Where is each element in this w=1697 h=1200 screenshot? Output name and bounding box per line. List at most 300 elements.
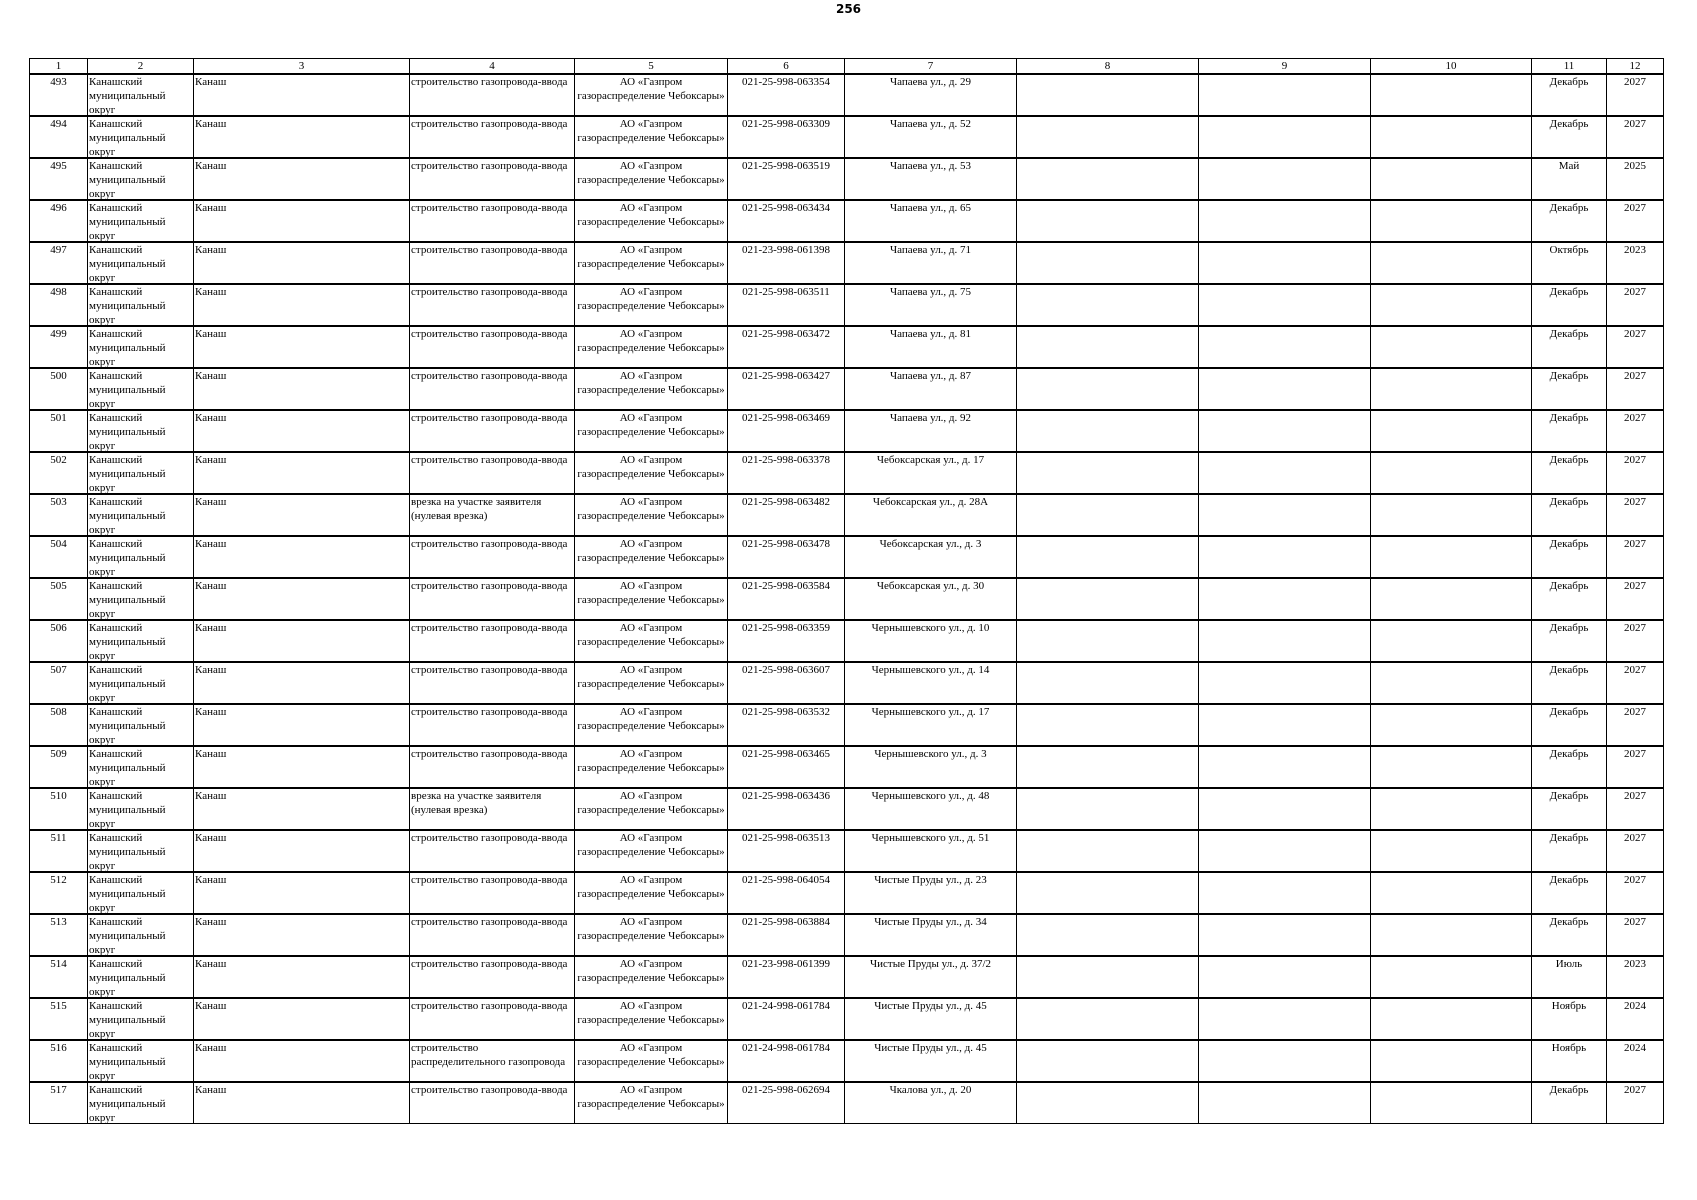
year-cell-text: 2027 xyxy=(1624,118,1646,130)
district-cell-text: Канашский муниципальный округ xyxy=(89,706,166,745)
month-cell xyxy=(1532,368,1607,410)
organization-cell xyxy=(575,284,728,326)
column-10-cell-text xyxy=(1372,747,1530,787)
locality-cell-text: Канаш xyxy=(195,790,227,802)
district-cell-text: Канашский муниципальный округ xyxy=(89,412,166,451)
month-cell-text: Декабрь xyxy=(1549,916,1589,928)
organization-cell-text: АО «Газпром газораспределение Чебоксары» xyxy=(577,874,725,900)
locality-cell xyxy=(194,578,410,620)
column-9-cell xyxy=(1199,956,1371,998)
locality-cell-text: Канаш xyxy=(195,1000,227,1012)
column-10-cell xyxy=(1371,620,1532,662)
application-code-cell-text: 021-25-998-063511 xyxy=(742,286,830,298)
column-9-cell-text xyxy=(1200,747,1369,787)
column-9-cell xyxy=(1199,872,1371,914)
year-cell xyxy=(1607,830,1664,872)
column-10-cell xyxy=(1371,914,1532,956)
column-9-cell xyxy=(1199,326,1371,368)
month-cell-text: Декабрь xyxy=(1549,496,1589,508)
column-8-cell xyxy=(1017,494,1199,536)
column-10-cell-text xyxy=(1372,327,1530,367)
work-type-cell-text: строительство газопровода-ввода xyxy=(411,916,568,928)
address-cell-text: Чебоксарская ул., д. 3 xyxy=(879,538,982,550)
column-10-cell xyxy=(1371,788,1532,830)
application-code-cell xyxy=(728,956,845,998)
locality-cell-text: Канаш xyxy=(195,958,227,970)
row-number-cell-text: 508 xyxy=(50,706,67,718)
application-code-cell xyxy=(728,326,845,368)
organization-cell-text: АО «Газпром газораспределение Чебоксары» xyxy=(577,1084,725,1110)
column-9-cell-text xyxy=(1200,117,1369,157)
address-cell xyxy=(845,410,1017,452)
district-cell-text: Канашский муниципальный округ xyxy=(89,1000,166,1039)
work-type-cell xyxy=(410,368,575,410)
column-9-cell-text xyxy=(1200,369,1369,409)
column-8-cell xyxy=(1017,158,1199,200)
work-type-cell-text: строительство газопровода-ввода xyxy=(411,1000,568,1012)
month-cell-text: Декабрь xyxy=(1549,454,1589,466)
column-9-cell xyxy=(1199,830,1371,872)
column-9-cell xyxy=(1199,158,1371,200)
work-type-cell xyxy=(410,200,575,242)
organization-cell-text: АО «Газпром газораспределение Чебоксары» xyxy=(577,454,725,480)
row-number-cell xyxy=(30,410,88,452)
table-row xyxy=(30,158,1664,200)
column-number-4: 4 xyxy=(410,59,575,75)
locality-cell xyxy=(194,494,410,536)
work-type-cell-text: врезка на участке заявителя (нулевая врезка) xyxy=(411,790,542,816)
year-cell xyxy=(1607,452,1664,494)
column-number-8: 8 xyxy=(1017,59,1199,75)
locality-cell xyxy=(194,1082,410,1124)
work-type-cell xyxy=(410,536,575,578)
address-cell-text: Чистые Пруды ул., д. 23 xyxy=(874,874,987,886)
month-cell xyxy=(1532,872,1607,914)
row-number-cell-text: 512 xyxy=(50,874,67,886)
application-code-cell-text: 021-25-998-063359 xyxy=(742,622,830,634)
row-number-cell-text: 501 xyxy=(50,412,67,424)
table-row xyxy=(30,704,1664,746)
column-8-cell-text xyxy=(1018,831,1197,871)
row-number-cell xyxy=(30,746,88,788)
work-type-cell-text: строительство газопровода-ввода xyxy=(411,1084,568,1096)
district-cell xyxy=(88,788,194,830)
column-9-cell-text xyxy=(1200,537,1369,577)
month-cell xyxy=(1532,284,1607,326)
locality-cell-text: Канаш xyxy=(195,496,227,508)
table-row xyxy=(30,1040,1664,1082)
column-8-cell-text xyxy=(1018,873,1197,913)
locality-cell-text: Канаш xyxy=(195,916,227,928)
table-row xyxy=(30,662,1664,704)
organization-cell xyxy=(575,956,728,998)
month-cell-text: Декабрь xyxy=(1549,1084,1589,1096)
row-number-cell-text: 504 xyxy=(50,538,67,550)
year-cell xyxy=(1607,914,1664,956)
address-cell xyxy=(845,200,1017,242)
month-cell xyxy=(1532,452,1607,494)
locality-cell-text: Канаш xyxy=(195,454,227,466)
column-number-10: 10 xyxy=(1371,59,1532,75)
locality-cell-text: Канаш xyxy=(195,748,227,760)
address-cell-text: Чернышевского ул., д. 3 xyxy=(874,748,987,760)
column-10-cell-text xyxy=(1372,789,1530,829)
organization-cell-text: АО «Газпром газораспределение Чебоксары» xyxy=(577,790,725,816)
row-number-cell-text: 515 xyxy=(50,1000,67,1012)
row-number-cell-text: 517 xyxy=(50,1084,67,1096)
application-code-cell xyxy=(728,242,845,284)
column-9-cell-text xyxy=(1200,1041,1369,1081)
application-code-cell xyxy=(728,914,845,956)
column-number-9: 9 xyxy=(1199,59,1371,75)
application-code-cell-text: 021-25-998-063607 xyxy=(742,664,830,676)
locality-cell xyxy=(194,704,410,746)
column-9-cell xyxy=(1199,1082,1371,1124)
work-type-cell-text: строительство газопровода-ввода xyxy=(411,160,568,172)
work-type-cell xyxy=(410,452,575,494)
district-cell-text: Канашский муниципальный округ xyxy=(89,160,166,199)
application-code-cell-text: 021-25-998-063434 xyxy=(742,202,830,214)
column-8-cell xyxy=(1017,578,1199,620)
column-number-2: 2 xyxy=(88,59,194,75)
row-number-cell xyxy=(30,830,88,872)
month-cell-text: Декабрь xyxy=(1549,580,1589,592)
work-type-cell-text: строительство распределительного газопровода xyxy=(411,1042,566,1068)
application-code-cell-text: 021-25-998-062694 xyxy=(742,1084,830,1096)
organization-cell-text: АО «Газпром газораспределение Чебоксары» xyxy=(577,244,725,270)
column-9-cell xyxy=(1199,578,1371,620)
locality-cell xyxy=(194,536,410,578)
column-8-cell xyxy=(1017,1040,1199,1082)
row-number-cell xyxy=(30,536,88,578)
table-row xyxy=(30,998,1664,1040)
column-9-cell xyxy=(1199,704,1371,746)
column-number-1: 1 xyxy=(30,59,88,75)
column-10-cell xyxy=(1371,452,1532,494)
organization-cell xyxy=(575,1082,728,1124)
address-cell xyxy=(845,872,1017,914)
application-code-cell-text: 021-25-998-063884 xyxy=(742,916,830,928)
application-code-cell xyxy=(728,200,845,242)
table-row xyxy=(30,872,1664,914)
row-number-cell-text: 509 xyxy=(50,748,67,760)
district-cell xyxy=(88,1082,194,1124)
month-cell xyxy=(1532,536,1607,578)
work-type-cell-text: строительство газопровода-ввода xyxy=(411,454,568,466)
application-code-cell xyxy=(728,368,845,410)
district-cell-text: Канашский муниципальный округ xyxy=(89,244,166,283)
year-cell-text: 2027 xyxy=(1624,706,1646,718)
year-cell-text: 2023 xyxy=(1624,244,1646,256)
district-cell-text: Канашский муниципальный округ xyxy=(89,1042,166,1081)
column-10-cell-text xyxy=(1372,453,1530,493)
locality-cell xyxy=(194,788,410,830)
application-code-cell-text: 021-24-998-061784 xyxy=(742,1042,830,1054)
gas-connection-table xyxy=(29,58,1664,1124)
table-row xyxy=(30,578,1664,620)
month-cell xyxy=(1532,830,1607,872)
column-10-cell-text xyxy=(1372,369,1530,409)
table-row xyxy=(30,326,1664,368)
work-type-cell xyxy=(410,242,575,284)
year-cell xyxy=(1607,872,1664,914)
work-type-cell xyxy=(410,956,575,998)
district-cell xyxy=(88,746,194,788)
table-row xyxy=(30,242,1664,284)
application-code-cell xyxy=(728,578,845,620)
table-row xyxy=(30,1082,1664,1124)
column-8-cell-text xyxy=(1018,957,1197,997)
year-cell-text: 2024 xyxy=(1624,1042,1646,1054)
application-code-cell-text: 021-25-998-064054 xyxy=(742,874,830,886)
address-cell xyxy=(845,1040,1017,1082)
column-8-cell-text xyxy=(1018,453,1197,493)
year-cell-text: 2027 xyxy=(1624,202,1646,214)
row-number-cell-text: 514 xyxy=(50,958,67,970)
application-code-cell xyxy=(728,620,845,662)
year-cell xyxy=(1607,74,1664,116)
column-10-cell-text xyxy=(1372,705,1530,745)
application-code-cell-text: 021-23-998-061399 xyxy=(742,958,830,970)
organization-cell-text: АО «Газпром газораспределение Чебоксары» xyxy=(577,706,725,732)
month-cell xyxy=(1532,578,1607,620)
year-cell-text: 2023 xyxy=(1624,958,1646,970)
locality-cell xyxy=(194,956,410,998)
application-code-cell xyxy=(728,1082,845,1124)
organization-cell xyxy=(575,494,728,536)
district-cell-text: Канашский муниципальный округ xyxy=(89,370,166,409)
year-cell xyxy=(1607,1082,1664,1124)
address-cell-text: Чапаева ул., д. 81 xyxy=(889,328,972,340)
column-10-cell xyxy=(1371,536,1532,578)
address-cell xyxy=(845,788,1017,830)
address-cell-text: Чистые Пруды ул., д. 45 xyxy=(874,1000,987,1012)
application-code-cell xyxy=(728,410,845,452)
month-cell xyxy=(1532,74,1607,116)
row-number-cell xyxy=(30,1082,88,1124)
locality-cell xyxy=(194,872,410,914)
column-10-cell xyxy=(1371,872,1532,914)
column-9-cell-text xyxy=(1200,411,1369,451)
locality-cell-text: Канаш xyxy=(195,706,227,718)
application-code-cell xyxy=(728,704,845,746)
district-cell-text: Канашский муниципальный округ xyxy=(89,916,166,955)
locality-cell xyxy=(194,200,410,242)
column-9-cell xyxy=(1199,998,1371,1040)
column-9-cell xyxy=(1199,1040,1371,1082)
district-cell xyxy=(88,200,194,242)
column-8-cell xyxy=(1017,746,1199,788)
row-number-cell xyxy=(30,998,88,1040)
row-number-cell-text: 507 xyxy=(50,664,67,676)
month-cell xyxy=(1532,326,1607,368)
address-cell-text: Чапаева ул., д. 65 xyxy=(889,202,972,214)
row-number-cell xyxy=(30,662,88,704)
application-code-cell-text: 021-25-998-063354 xyxy=(742,76,830,88)
column-8-cell-text xyxy=(1018,537,1197,577)
year-cell-text: 2027 xyxy=(1624,916,1646,928)
district-cell xyxy=(88,368,194,410)
row-number-cell-text: 495 xyxy=(50,160,67,172)
organization-cell xyxy=(575,788,728,830)
table-row xyxy=(30,452,1664,494)
column-10-cell xyxy=(1371,284,1532,326)
locality-cell-text: Канаш xyxy=(195,160,227,172)
district-cell-text: Канашский муниципальный округ xyxy=(89,118,166,157)
locality-cell-text: Канаш xyxy=(195,1042,227,1054)
work-type-cell xyxy=(410,578,575,620)
year-cell xyxy=(1607,704,1664,746)
address-cell xyxy=(845,536,1017,578)
table-row xyxy=(30,116,1664,158)
district-cell-text: Канашский муниципальный округ xyxy=(89,496,166,535)
address-cell-text: Чапаева ул., д. 87 xyxy=(889,370,972,382)
locality-cell-text: Канаш xyxy=(195,328,227,340)
month-cell xyxy=(1532,410,1607,452)
row-number-cell xyxy=(30,704,88,746)
column-10-cell-text xyxy=(1372,1041,1530,1081)
organization-cell xyxy=(575,914,728,956)
work-type-cell-text: строительство газопровода-ввода xyxy=(411,244,568,256)
organization-cell-text: АО «Газпром газораспределение Чебоксары» xyxy=(577,286,725,312)
column-8-cell xyxy=(1017,872,1199,914)
organization-cell-text: АО «Газпром газораспределение Чебоксары» xyxy=(577,76,725,102)
row-number-cell xyxy=(30,620,88,662)
month-cell-text: Декабрь xyxy=(1549,76,1589,88)
application-code-cell xyxy=(728,284,845,326)
locality-cell-text: Канаш xyxy=(195,118,227,130)
table-row xyxy=(30,200,1664,242)
organization-cell-text: АО «Газпром газораспределение Чебоксары» xyxy=(577,412,725,438)
column-10-cell-text xyxy=(1372,243,1530,283)
application-code-cell-text: 021-25-998-063472 xyxy=(742,328,830,340)
organization-cell-text: АО «Газпром газораспределение Чебоксары» xyxy=(577,622,725,648)
column-number-11: 11 xyxy=(1532,59,1607,75)
organization-cell-text: АО «Газпром газораспределение Чебоксары» xyxy=(577,160,725,186)
work-type-cell-text: строительство газопровода-ввода xyxy=(411,874,568,886)
column-9-cell-text xyxy=(1200,243,1369,283)
column-8-cell xyxy=(1017,704,1199,746)
month-cell-text: Май xyxy=(1558,160,1580,172)
column-8-cell xyxy=(1017,242,1199,284)
column-10-cell-text xyxy=(1372,1083,1530,1123)
column-10-cell-text xyxy=(1372,537,1530,577)
column-8-cell xyxy=(1017,830,1199,872)
work-type-cell xyxy=(410,74,575,116)
district-cell xyxy=(88,326,194,368)
work-type-cell xyxy=(410,746,575,788)
column-8-cell-text xyxy=(1018,663,1197,703)
work-type-cell xyxy=(410,158,575,200)
year-cell-text: 2027 xyxy=(1624,286,1646,298)
district-cell xyxy=(88,998,194,1040)
row-number-cell xyxy=(30,494,88,536)
page-number: 256 xyxy=(835,2,862,16)
row-number-cell xyxy=(30,452,88,494)
column-8-cell-text xyxy=(1018,621,1197,661)
month-cell-text: Декабрь xyxy=(1549,118,1589,130)
locality-cell-text: Канаш xyxy=(195,538,227,550)
address-cell xyxy=(845,284,1017,326)
row-number-cell-text: 500 xyxy=(50,370,67,382)
column-10-cell xyxy=(1371,578,1532,620)
district-cell xyxy=(88,410,194,452)
column-8-cell xyxy=(1017,410,1199,452)
locality-cell-text: Канаш xyxy=(195,286,227,298)
locality-cell-text: Канаш xyxy=(195,412,227,424)
row-number-cell xyxy=(30,74,88,116)
column-10-cell-text xyxy=(1372,201,1530,241)
column-8-cell-text xyxy=(1018,999,1197,1039)
address-cell xyxy=(845,452,1017,494)
row-number-cell-text: 498 xyxy=(50,286,67,298)
month-cell-text: Октябрь xyxy=(1549,244,1589,256)
district-cell-text: Канашский муниципальный округ xyxy=(89,790,166,829)
address-cell-text: Чернышевского ул., д. 17 xyxy=(871,706,990,718)
address-cell-text: Чапаева ул., д. 92 xyxy=(889,412,972,424)
row-number-cell-text: 503 xyxy=(50,496,67,508)
column-9-cell-text xyxy=(1200,1083,1369,1123)
column-9-cell-text xyxy=(1200,285,1369,325)
column-10-cell-text xyxy=(1372,873,1530,913)
column-8-cell xyxy=(1017,1082,1199,1124)
address-cell-text: Чебоксарская ул., д. 17 xyxy=(876,454,985,466)
row-number-cell-text: 494 xyxy=(50,118,67,130)
district-cell xyxy=(88,620,194,662)
column-9-cell xyxy=(1199,536,1371,578)
locality-cell xyxy=(194,116,410,158)
month-cell xyxy=(1532,746,1607,788)
column-8-cell xyxy=(1017,452,1199,494)
locality-cell xyxy=(194,410,410,452)
work-type-cell-text: строительство газопровода-ввода xyxy=(411,328,568,340)
column-10-cell-text xyxy=(1372,75,1530,115)
table-row xyxy=(30,620,1664,662)
column-10-cell xyxy=(1371,662,1532,704)
month-cell xyxy=(1532,662,1607,704)
table-row xyxy=(30,914,1664,956)
district-cell xyxy=(88,872,194,914)
organization-cell xyxy=(575,830,728,872)
application-code-cell-text: 021-25-998-063427 xyxy=(742,370,830,382)
column-number-6: 6 xyxy=(728,59,845,75)
organization-cell-text: АО «Газпром газораспределение Чебоксары» xyxy=(577,664,725,690)
work-type-cell-text: строительство газопровода-ввода xyxy=(411,370,568,382)
application-code-cell-text: 021-25-998-063436 xyxy=(742,790,830,802)
column-9-cell-text xyxy=(1200,159,1369,199)
column-10-cell xyxy=(1371,494,1532,536)
month-cell-text: Декабрь xyxy=(1549,538,1589,550)
locality-cell-text: Канаш xyxy=(195,874,227,886)
month-cell xyxy=(1532,242,1607,284)
address-cell-text: Чапаева ул., д. 52 xyxy=(889,118,972,130)
organization-cell xyxy=(575,872,728,914)
application-code-cell xyxy=(728,662,845,704)
column-8-cell-text xyxy=(1018,915,1197,955)
application-code-cell xyxy=(728,74,845,116)
column-10-cell-text xyxy=(1372,579,1530,619)
month-cell-text: Декабрь xyxy=(1549,790,1589,802)
row-number-cell xyxy=(30,872,88,914)
column-8-cell xyxy=(1017,620,1199,662)
month-cell xyxy=(1532,158,1607,200)
organization-cell xyxy=(575,158,728,200)
year-cell-text: 2027 xyxy=(1624,748,1646,760)
work-type-cell-text: строительство газопровода-ввода xyxy=(411,412,568,424)
column-9-cell xyxy=(1199,74,1371,116)
column-8-cell-text xyxy=(1018,201,1197,241)
locality-cell xyxy=(194,746,410,788)
